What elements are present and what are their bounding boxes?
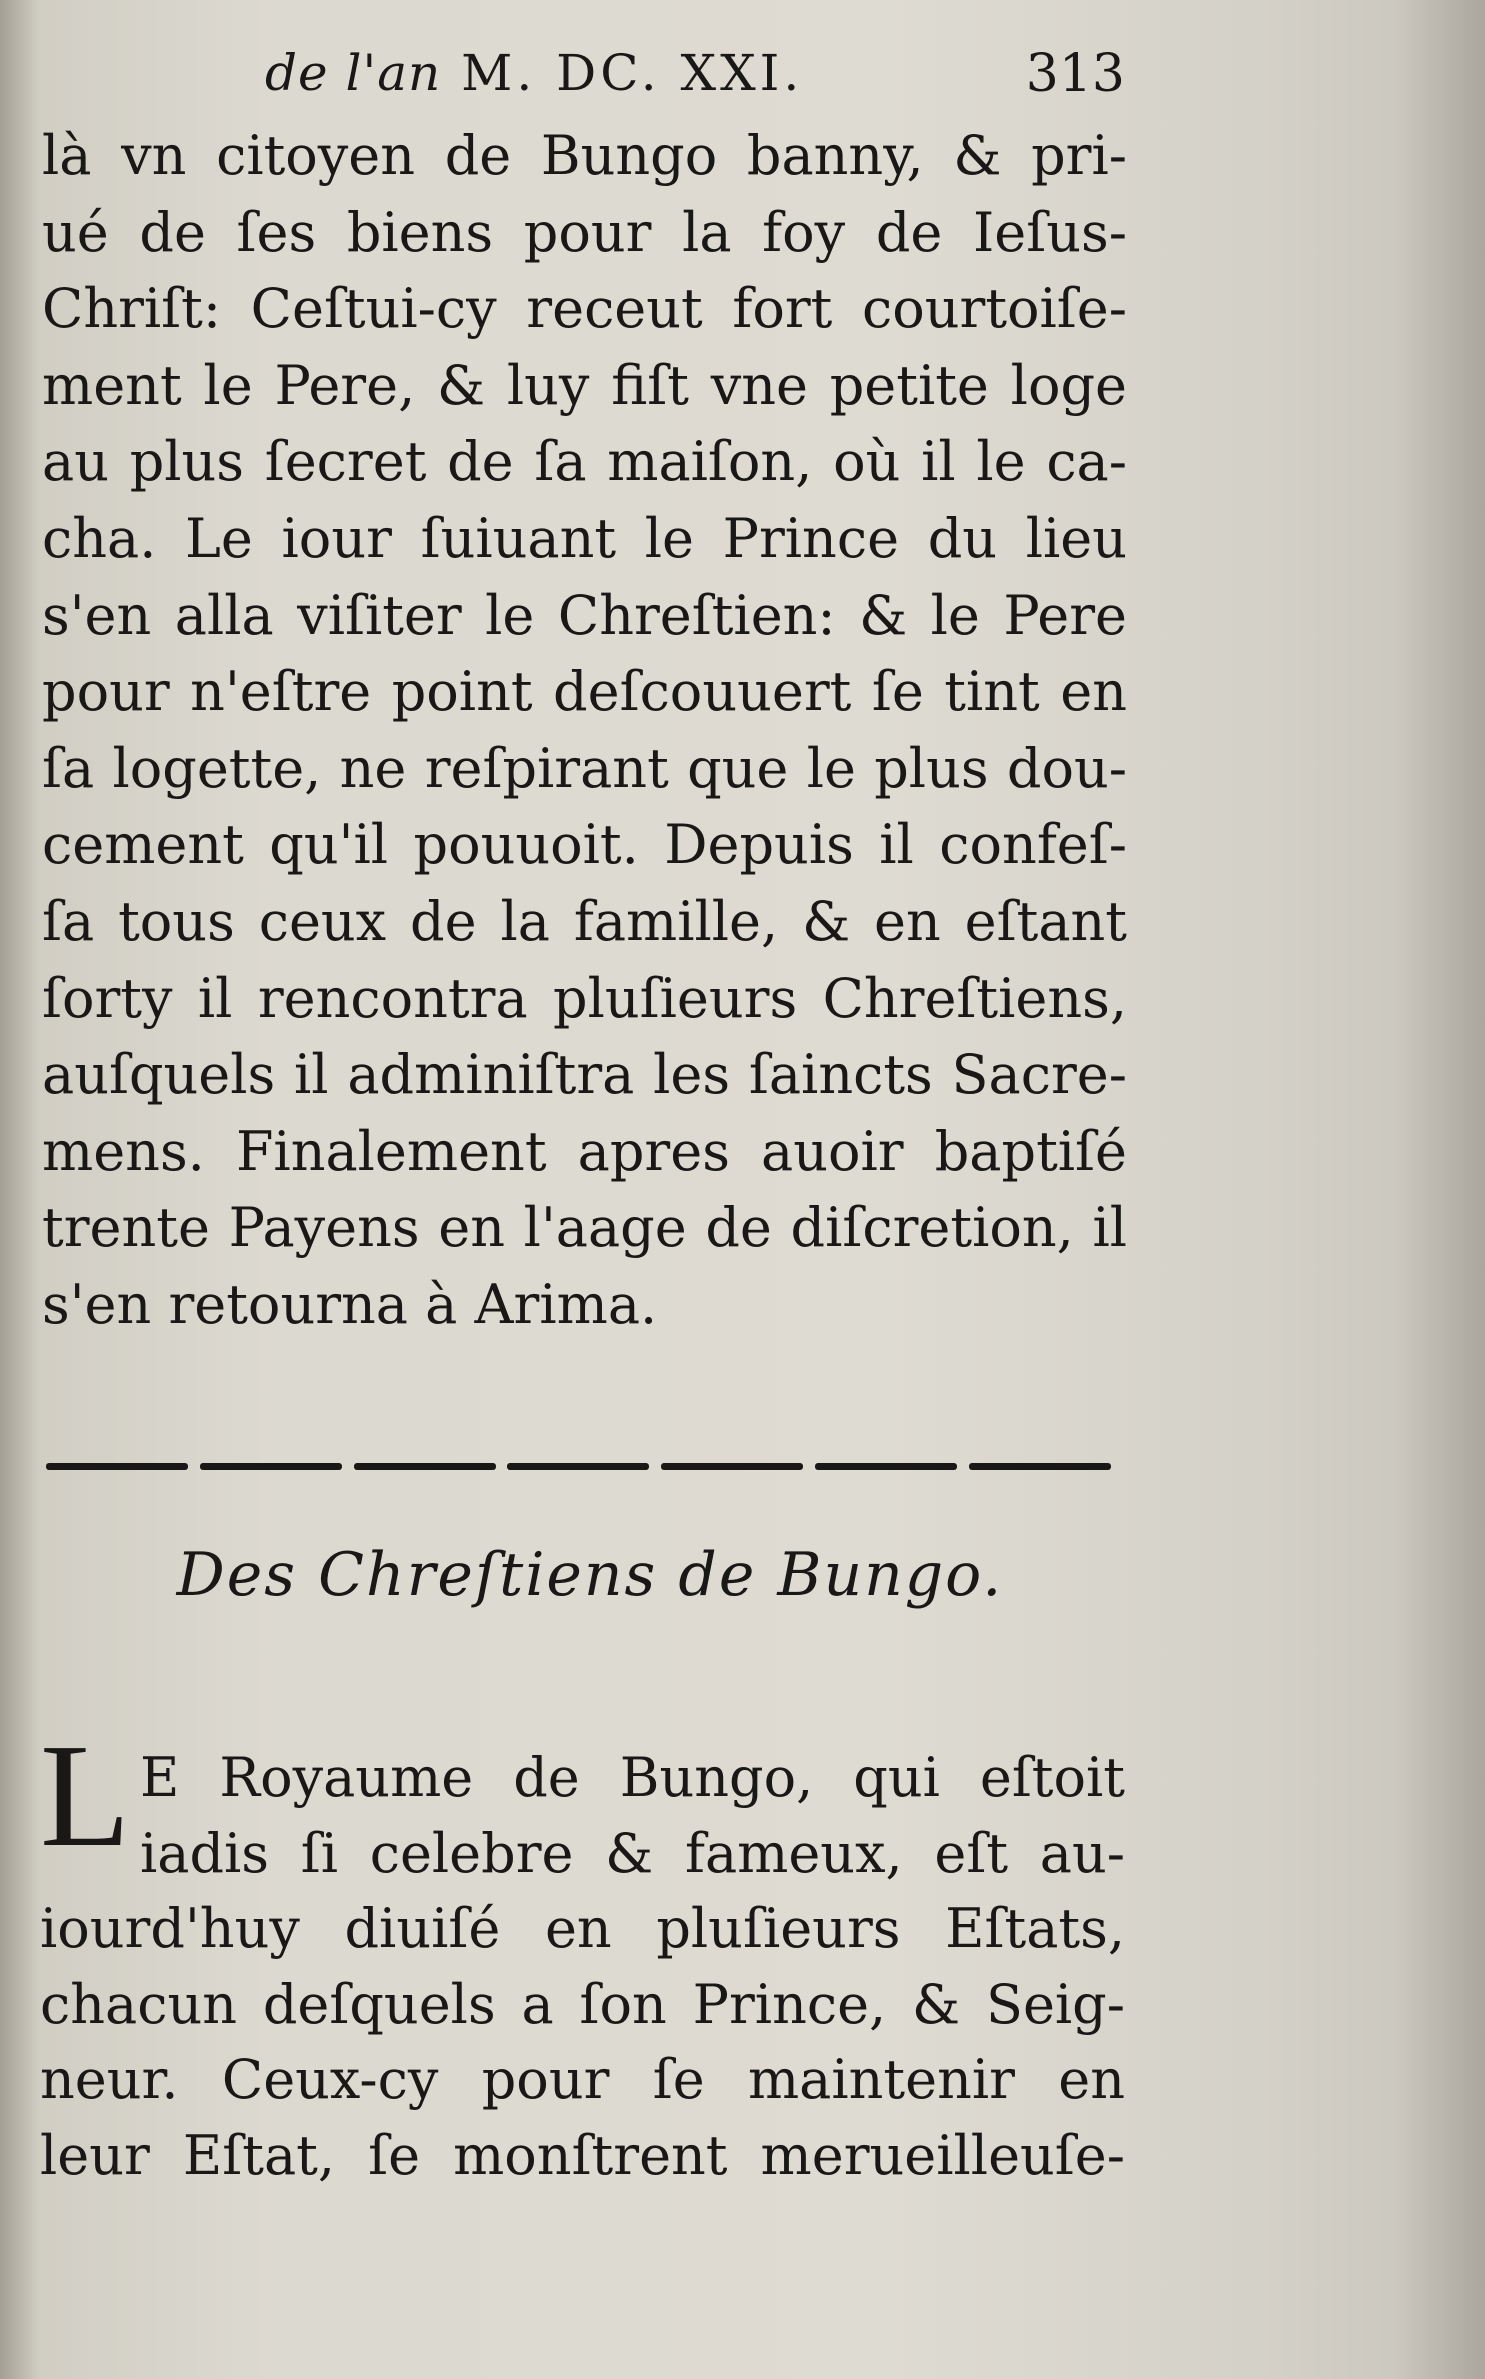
paragraph-1 (42, 118, 1127, 1344)
rule-segment (969, 1463, 1111, 1470)
text-line: iadis ſi celebre & fameux, eſt au- (140, 1821, 1125, 1885)
running-head-year: M. DC. XXI. (461, 44, 804, 102)
text-line: auſquels il adminiſtra les ſaincts Sacre- (42, 1043, 1127, 1107)
text-line: neur. Ceux-cy pour ſe maintenir en (40, 2048, 1125, 2111)
text-line: cha. Le iour ſuiuant le Prince du lieu (42, 506, 1127, 570)
text-line: leur Eſtat, ſe monſtrent merueilleuſe- (40, 2123, 1125, 2187)
section-title: Des Chreſtiens de Bungo. (176, 1540, 1004, 1610)
rule-segment (354, 1463, 496, 1470)
rule-segment (46, 1463, 188, 1470)
page-number: 313 (1025, 44, 1125, 104)
rule-segment (507, 1463, 649, 1470)
text-line: s'en alla viſiter le Chreſtien: & le Pere (42, 583, 1127, 647)
running-head (265, 44, 803, 102)
text-line: là vn citoyen de Bungo banny, & pri- (42, 124, 1127, 187)
text-line: trente Payens en l'aage de diſcretion, il (42, 1196, 1127, 1260)
text-line: au plus ſecret de ſa maiſon, où il le ca- (42, 430, 1127, 494)
text-line: E Royaume de Bungo, qui eſtoit (140, 1746, 1125, 1809)
drop-cap: L (40, 1714, 131, 1878)
rule-segment (815, 1463, 957, 1470)
text-line: ſa logette, ne reſpirant que le plus dou- (42, 736, 1127, 800)
text-line: ſorty il rencontra pluſieurs Chreſtiens, (42, 966, 1127, 1030)
text-line: ment le Pere, & luy fiſt vne petite loge (42, 353, 1127, 417)
running-head-italic: de l'an (265, 44, 442, 102)
rule-segment (661, 1463, 803, 1470)
page-edge-shadow (1395, 0, 1485, 2379)
section-divider-rule (46, 1459, 1111, 1473)
text-line: Chriſt: Ceſtui-cy receut fort courtoiſe- (42, 277, 1127, 341)
page-header (265, 44, 1125, 114)
page-gutter-shadow (0, 0, 40, 2379)
paragraph-2 (40, 1740, 1125, 2193)
text-line: cement qu'il pouuoit. Depuis il confeſ- (42, 813, 1127, 877)
text-line: ſa tous ceux de la famille, & en eſtant (42, 889, 1127, 953)
text-line: s'en retourna à Arima. (42, 1272, 658, 1336)
text-line: chacun deſquels a ſon Prince, & Seig- (40, 1972, 1125, 2036)
rule-segment (200, 1463, 342, 1470)
text-line: pour n'eſtre point deſcouuert ſe tint en (42, 660, 1127, 724)
text-line: iourd'huy diuiſé en pluſieurs Eſtats, (40, 1897, 1125, 1960)
text-line: mens. Finalement apres auoir baptiſé (42, 1119, 1127, 1183)
text-line: ué de ſes biens pour la foy de Ieſus- (42, 200, 1127, 264)
